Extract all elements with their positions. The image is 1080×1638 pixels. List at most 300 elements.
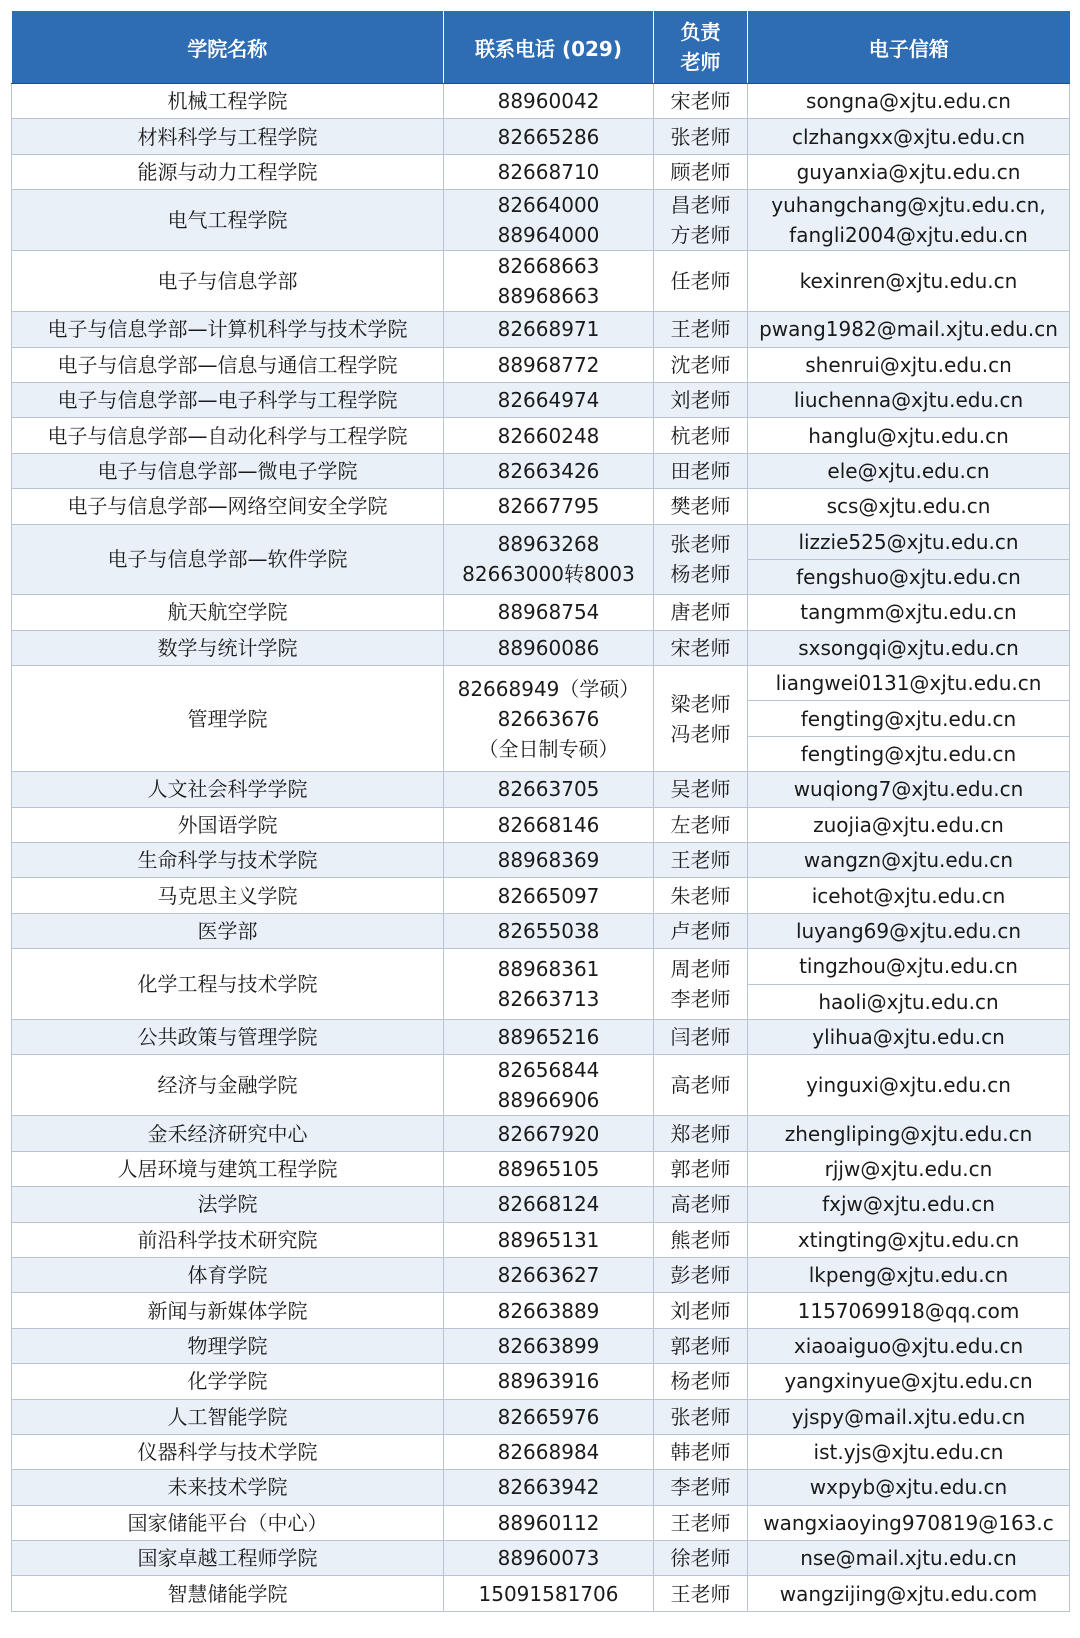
phone-number: 15091581706	[478, 1581, 619, 1606]
email-address: fxjw@xjtu.edu.cn	[822, 1192, 995, 1217]
teacher-name: 郑老师	[670, 1121, 731, 1146]
college-cell	[12, 1434, 444, 1469]
teacher-cell	[654, 1364, 748, 1399]
teacher-name: 樊老师	[670, 494, 731, 519]
phone-number: 82663942	[497, 1475, 600, 1500]
phone-cell	[444, 1541, 654, 1576]
email-address: xtingting@xjtu.edu.cn	[797, 1227, 1020, 1252]
phone-cell	[444, 1399, 654, 1434]
email-cell	[748, 1434, 1070, 1469]
college-cell	[12, 453, 444, 488]
college-cell	[12, 382, 444, 417]
phone-cell	[444, 630, 654, 665]
phone-number: 82655038	[497, 919, 600, 943]
teacher-cell	[654, 843, 748, 878]
teacher-cell	[654, 1293, 748, 1328]
email-address: rjjw@xjtu.edu.cn	[824, 1156, 993, 1181]
table-row	[12, 382, 1070, 417]
college-name: 电子与信息学部—微电子学院	[97, 458, 358, 483]
college-cell	[12, 1328, 444, 1363]
college-name: 人居环境与建筑工程学院	[117, 1156, 338, 1181]
phone-number: 88965131	[497, 1227, 600, 1252]
teacher-cell	[654, 489, 748, 524]
phone-cell	[444, 913, 654, 948]
college-name: 电子与信息学部—计算机科学与技术学院	[47, 317, 408, 342]
email-cell	[748, 807, 1070, 842]
phone-cell	[444, 1187, 654, 1222]
table-row	[12, 1576, 1070, 1611]
email-cell	[748, 736, 1070, 771]
college-name: 医学部	[197, 919, 258, 943]
email-cell	[748, 1364, 1070, 1399]
email-address: fengshuo@xjtu.edu.cn	[796, 565, 1021, 590]
email-address: zhengliping@xjtu.edu.cn	[784, 1121, 1033, 1146]
teacher-cell	[654, 1434, 748, 1469]
email-address: pwang1982@mail.xjtu.edu.cn	[759, 317, 1058, 342]
table-row	[12, 1187, 1070, 1222]
college-cell	[12, 913, 444, 948]
college-cell	[12, 251, 444, 312]
college-name: 航天航空学院	[167, 600, 288, 625]
teacher-name: 杨老师	[670, 1369, 731, 1394]
email-cell	[748, 453, 1070, 488]
table-row	[12, 524, 1070, 559]
email-address: lkpeng@xjtu.edu.cn	[808, 1263, 1009, 1288]
phone-cell	[444, 843, 654, 878]
phone-cell	[444, 595, 654, 630]
teacher-cell	[654, 190, 748, 251]
teacher-name: 李老师	[670, 987, 731, 1012]
college-cell	[12, 1505, 444, 1540]
college-name: 人工智能学院	[167, 1404, 288, 1429]
header-email: 电子信箱	[748, 11, 1070, 84]
college-name: 电子与信息学部—自动化科学与工程学院	[47, 423, 408, 448]
table-row	[12, 154, 1070, 189]
college-name: 前沿科学技术研究院	[137, 1227, 318, 1252]
college-name: 经济与金融学院	[157, 1073, 298, 1098]
table-body	[12, 84, 1070, 1612]
phone-number: 88964000	[497, 223, 600, 248]
phone-cell	[444, 1055, 654, 1116]
table-row	[12, 843, 1070, 878]
college-cell	[12, 84, 444, 119]
college-cell	[12, 1151, 444, 1186]
email-address: wangzn@xjtu.edu.cn	[803, 848, 1014, 873]
college-cell	[12, 119, 444, 154]
phone-number: 88960042	[497, 89, 600, 114]
phone-cell	[444, 154, 654, 189]
college-name: 电子与信息学部—信息与通信工程学院	[57, 352, 398, 377]
phone-cell	[444, 772, 654, 807]
phone-cell	[444, 1470, 654, 1505]
college-name: 电气工程学院	[167, 208, 288, 233]
college-name: 国家卓越工程师学院	[137, 1546, 318, 1571]
table-row	[12, 1019, 1070, 1054]
phone-cell	[444, 1328, 654, 1363]
email-address: tangmm@xjtu.edu.cn	[800, 600, 1017, 625]
email-address: ylihua@xjtu.edu.cn	[812, 1025, 1005, 1050]
college-cell	[12, 949, 444, 1020]
college-name: 化学工程与技术学院	[137, 972, 318, 997]
email-address: hanglu@xjtu.edu.cn	[808, 423, 1009, 448]
table-row	[12, 878, 1070, 913]
phone-number: 82667920	[497, 1121, 600, 1146]
college-cell	[12, 843, 444, 878]
phone-number: 88968369	[497, 848, 600, 873]
phone-cell	[444, 119, 654, 154]
college-name: 机械工程学院	[167, 89, 288, 114]
college-cell	[12, 1364, 444, 1399]
email-address: kexinren@xjtu.edu.cn	[799, 269, 1018, 294]
phone-cell	[444, 524, 654, 595]
phone-number: 82668124	[497, 1192, 600, 1217]
phone-number: （全日制专硕）	[478, 736, 619, 761]
email-address: ele@xjtu.edu.cn	[827, 458, 990, 483]
email-address: wuqiong7@xjtu.edu.cn	[793, 777, 1024, 802]
phone-number: 82663627	[497, 1263, 600, 1288]
teacher-name: 王老师	[670, 848, 731, 873]
table-row	[12, 1434, 1070, 1469]
phone-number: 82663426	[497, 458, 600, 483]
college-cell	[12, 1019, 444, 1054]
phone-number: 82664000	[497, 193, 600, 218]
phone-cell	[444, 1257, 654, 1292]
phone-number: 88960086	[497, 635, 600, 660]
teacher-cell	[654, 524, 748, 595]
email-address: yinguxi@xjtu.edu.cn	[806, 1073, 1011, 1098]
college-cell	[12, 666, 444, 772]
college-name: 未来技术学院	[167, 1475, 288, 1500]
teacher-cell	[654, 1257, 748, 1292]
teacher-cell	[654, 630, 748, 665]
phone-number: 88965216	[497, 1025, 600, 1050]
phone-number: 82665976	[497, 1404, 600, 1429]
email-cell	[748, 154, 1070, 189]
email-cell	[748, 878, 1070, 913]
phone-number: 88968754	[497, 600, 600, 625]
header-teacher-label: 负责老师	[680, 20, 721, 74]
phone-cell	[444, 251, 654, 312]
teacher-cell	[654, 312, 748, 347]
email-cell	[748, 1399, 1070, 1434]
college-cell	[12, 1576, 444, 1611]
teacher-name: 王老师	[670, 1510, 731, 1535]
table-row	[12, 807, 1070, 842]
phone-cell	[444, 1222, 654, 1257]
table-row	[12, 1151, 1070, 1186]
phone-number: 82668949（学硕）	[457, 676, 640, 701]
teacher-cell	[654, 119, 748, 154]
college-name: 电子与信息学部—网络空间安全学院	[67, 494, 388, 519]
table-row	[12, 1470, 1070, 1505]
email-cell	[748, 1257, 1070, 1292]
teacher-name: 郭老师	[670, 1333, 731, 1358]
phone-number: 82663000转8003	[462, 562, 635, 587]
email-address: wangxiaoying970819@163.c	[763, 1510, 1054, 1535]
teacher-name: 方老师	[670, 223, 731, 248]
college-cell	[12, 772, 444, 807]
phone-number: 82668146	[497, 812, 600, 837]
teacher-name: 熊老师	[670, 1227, 731, 1252]
header-phone: 联系电话 (029)	[444, 11, 654, 84]
college-name: 材料科学与工程学院	[137, 124, 318, 149]
college-name: 国家储能平台（中心）	[127, 1510, 328, 1535]
email-address: 1157069918@qq.com	[797, 1298, 1020, 1323]
teacher-name: 昌老师	[670, 193, 731, 218]
phone-number: 88968361	[497, 957, 600, 982]
teacher-name: 梁老师	[670, 691, 731, 716]
table-row	[12, 1257, 1070, 1292]
email-cell	[748, 1293, 1070, 1328]
teacher-name: 王老师	[670, 317, 731, 342]
table-row	[12, 84, 1070, 119]
college-cell	[12, 190, 444, 251]
email-cell	[748, 949, 1070, 984]
college-cell	[12, 154, 444, 189]
college-cell	[12, 1399, 444, 1434]
email-address: fengting@xjtu.edu.cn	[800, 706, 1017, 731]
teacher-cell	[654, 251, 748, 312]
email-cell	[748, 489, 1070, 524]
table-row	[12, 1222, 1070, 1257]
college-cell	[12, 1293, 444, 1328]
teacher-name: 顾老师	[670, 159, 731, 184]
teacher-cell	[654, 84, 748, 119]
college-name: 法学院	[197, 1192, 258, 1217]
email-cell	[748, 1151, 1070, 1186]
college-name: 数学与统计学院	[157, 635, 298, 660]
phone-cell	[444, 418, 654, 453]
college-cell	[12, 418, 444, 453]
teacher-name: 刘老师	[670, 388, 731, 413]
email-address: luyang69@xjtu.edu.cn	[795, 919, 1022, 943]
teacher-cell	[654, 1019, 748, 1054]
email-cell	[748, 1116, 1070, 1151]
table-row	[12, 1364, 1070, 1399]
college-name: 体育学院	[187, 1263, 268, 1288]
teacher-name: 冯老师	[670, 721, 731, 746]
email-cell	[748, 1576, 1070, 1611]
teacher-cell	[654, 1116, 748, 1151]
table-row	[12, 1399, 1070, 1434]
teacher-name: 宋老师	[670, 89, 731, 114]
teacher-cell	[654, 1055, 748, 1116]
contact-table	[11, 11, 1070, 1612]
college-name: 仪器科学与技术学院	[137, 1440, 318, 1465]
teacher-name: 周老师	[670, 957, 731, 982]
teacher-cell	[654, 154, 748, 189]
email-cell	[748, 312, 1070, 347]
teacher-name: 朱老师	[670, 883, 731, 908]
table-row	[12, 630, 1070, 665]
college-name: 电子与信息学部—电子科学与工程学院	[57, 388, 398, 413]
college-name: 马克思主义学院	[157, 883, 298, 908]
phone-cell	[444, 878, 654, 913]
email-cell	[748, 1470, 1070, 1505]
phone-cell	[444, 1364, 654, 1399]
phone-cell	[444, 190, 654, 251]
teacher-cell	[654, 1222, 748, 1257]
teacher-cell	[654, 807, 748, 842]
header-teacher	[654, 11, 748, 84]
teacher-name: 张老师	[670, 532, 731, 557]
phone-number: 82660248	[497, 423, 600, 448]
email-cell	[748, 772, 1070, 807]
teacher-cell	[654, 949, 748, 1020]
phone-number: 82663899	[497, 1333, 600, 1358]
college-name: 公共政策与管理学院	[137, 1025, 318, 1050]
college-cell	[12, 1541, 444, 1576]
table-row	[12, 595, 1070, 630]
email-cell	[748, 630, 1070, 665]
email-address: yangxinyue@xjtu.edu.cn	[784, 1369, 1033, 1394]
email-cell	[748, 119, 1070, 154]
college-name: 物理学院	[187, 1333, 268, 1358]
college-name: 智慧储能学院	[167, 1581, 288, 1606]
teacher-name: 高老师	[670, 1073, 731, 1098]
table-row	[12, 347, 1070, 382]
phone-number: 82668971	[497, 317, 600, 342]
table-row	[12, 772, 1070, 807]
email-address: guyanxia@xjtu.edu.cn	[796, 159, 1021, 184]
email-address: clzhangxx@xjtu.edu.cn	[792, 124, 1025, 149]
college-name: 新闻与新媒体学院	[147, 1298, 308, 1323]
teacher-cell	[654, 913, 748, 948]
phone-number: 82665286	[497, 124, 600, 149]
college-cell	[12, 524, 444, 595]
email-cell	[748, 1541, 1070, 1576]
phone-number: 82665097	[497, 883, 600, 908]
college-name: 能源与动力工程学院	[137, 159, 318, 184]
email-address: songna@xjtu.edu.cn	[806, 89, 1011, 114]
email-address: scs@xjtu.edu.cn	[826, 494, 991, 519]
phone-number: 82656844	[497, 1058, 600, 1083]
table-row	[12, 1293, 1070, 1328]
teacher-name: 闫老师	[670, 1025, 731, 1050]
teacher-cell	[654, 1576, 748, 1611]
teacher-cell	[654, 595, 748, 630]
email-cell	[748, 1055, 1070, 1116]
teacher-name: 左老师	[670, 812, 731, 837]
phone-cell	[444, 453, 654, 488]
teacher-cell	[654, 878, 748, 913]
college-cell	[12, 489, 444, 524]
phone-number: 82668710	[497, 159, 600, 184]
college-name: 金禾经济研究中心	[147, 1121, 308, 1146]
college-cell	[12, 1470, 444, 1505]
table-row	[12, 913, 1070, 948]
phone-number: 88963268	[497, 532, 600, 557]
email-cell	[748, 1328, 1070, 1363]
teacher-name: 沈老师	[670, 352, 731, 377]
teacher-cell	[654, 453, 748, 488]
phone-cell	[444, 347, 654, 382]
teacher-name: 刘老师	[670, 1298, 731, 1323]
phone-cell	[444, 949, 654, 1020]
phone-cell	[444, 1576, 654, 1611]
email-address: zuojia@xjtu.edu.cn	[813, 812, 1004, 837]
college-name: 人文社会科学学院	[147, 777, 308, 802]
email-cell	[748, 1222, 1070, 1257]
email-address: tingzhou@xjtu.edu.cn	[799, 954, 1018, 979]
email-cell	[748, 524, 1070, 559]
college-name: 管理学院	[187, 706, 268, 731]
email-address: lizzie525@xjtu.edu.cn	[798, 529, 1019, 554]
teacher-name: 吴老师	[670, 777, 731, 802]
teacher-cell	[654, 666, 748, 772]
email-cell	[748, 251, 1070, 312]
table-row	[12, 1116, 1070, 1151]
college-cell	[12, 312, 444, 347]
teacher-name: 杭老师	[670, 423, 731, 448]
teacher-name: 王老师	[670, 1581, 731, 1606]
email-cell	[748, 666, 1070, 701]
phone-number: 82664974	[497, 388, 600, 413]
email-address: wxpyb@xjtu.edu.cn	[809, 1475, 1008, 1500]
email-address: shenrui@xjtu.edu.cn	[805, 352, 1012, 377]
college-cell	[12, 1116, 444, 1151]
table-row	[12, 666, 1070, 701]
phone-number: 82663705	[497, 777, 600, 802]
teacher-name: 李老师	[670, 1475, 731, 1500]
phone-number: 88968663	[497, 284, 600, 309]
phone-cell	[444, 807, 654, 842]
teacher-cell	[654, 1470, 748, 1505]
phone-cell	[444, 1019, 654, 1054]
teacher-name: 唐老师	[670, 600, 731, 625]
teacher-name: 卢老师	[670, 919, 731, 943]
teacher-cell	[654, 1541, 748, 1576]
phone-number: 82667795	[497, 494, 600, 519]
college-name: 化学学院	[187, 1369, 268, 1394]
phone-number: 82668984	[497, 1440, 600, 1465]
college-cell	[12, 630, 444, 665]
email-address: sxsongqi@xjtu.edu.cn	[798, 635, 1019, 660]
email-address: haoli@xjtu.edu.cn	[818, 989, 999, 1014]
teacher-name: 张老师	[670, 124, 731, 149]
phone-number: 88966906	[497, 1088, 600, 1113]
email-cell	[748, 559, 1070, 594]
college-cell	[12, 1257, 444, 1292]
college-cell	[12, 1055, 444, 1116]
table-row	[12, 312, 1070, 347]
email-cell	[748, 913, 1070, 948]
email-cell	[748, 84, 1070, 119]
table-row	[12, 1505, 1070, 1540]
teacher-cell	[654, 382, 748, 417]
teacher-name: 杨老师	[670, 562, 731, 587]
email-address: liangwei0131@xjtu.edu.cn	[775, 671, 1042, 696]
college-name: 外国语学院	[177, 812, 278, 837]
college-cell	[12, 595, 444, 630]
teacher-cell	[654, 1399, 748, 1434]
email-address: icehot@xjtu.edu.cn	[811, 883, 1006, 908]
email-cell	[748, 382, 1070, 417]
teacher-name: 高老师	[670, 1192, 731, 1217]
phone-cell	[444, 382, 654, 417]
email-address: yuhangchang@xjtu.edu.cn,	[771, 193, 1046, 218]
email-cell	[748, 984, 1070, 1019]
phone-cell	[444, 1293, 654, 1328]
email-cell	[748, 701, 1070, 736]
table-row	[12, 418, 1070, 453]
table-row	[12, 489, 1070, 524]
email-cell	[748, 843, 1070, 878]
college-name: 生命科学与技术学院	[137, 848, 318, 873]
email-address: liuchenna@xjtu.edu.cn	[793, 388, 1024, 413]
email-address: fangli2004@xjtu.edu.cn	[789, 223, 1028, 248]
email-cell	[748, 418, 1070, 453]
